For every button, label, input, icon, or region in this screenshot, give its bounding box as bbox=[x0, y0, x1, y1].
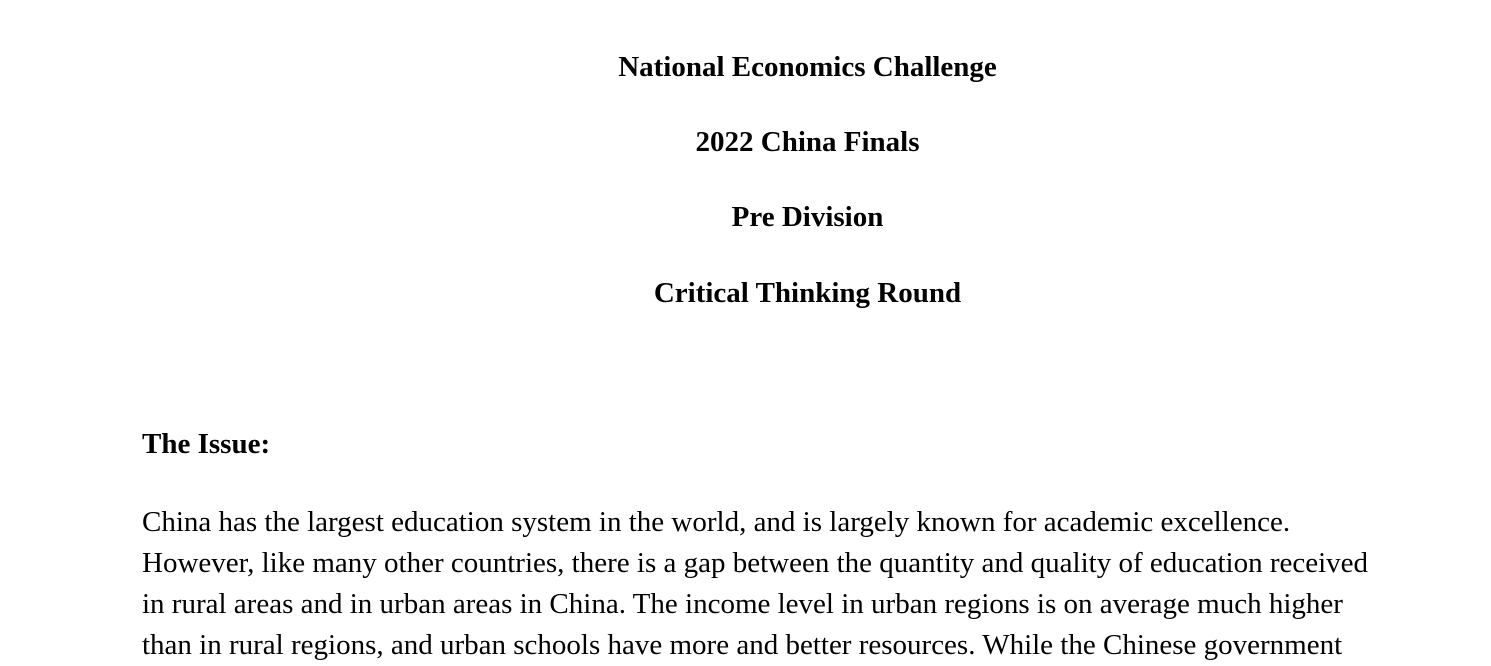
document-title: National Economics Challenge bbox=[618, 51, 997, 83]
issue-paragraph bbox=[142, 502, 1482, 666]
paragraph-line: China has the largest education system in the world, and is largely known for academic excellence. bbox=[142, 506, 1291, 538]
paragraph-line: However, like many other countries, there is a gap between the quantity and quality of education received bbox=[142, 547, 1369, 579]
document-subtitle-round: Critical Thinking Round bbox=[653, 277, 962, 309]
document-subtitle-event: 2022 China Finals bbox=[695, 126, 920, 158]
section-heading: The Issue: bbox=[142, 428, 271, 460]
document-subtitle-division: Pre Division bbox=[731, 201, 884, 233]
paragraph-line: than in rural regions, and urban schools have more and better resources. While the Chinese government bbox=[142, 629, 1343, 661]
paragraph-line: in rural areas and in urban areas in China. The income level in urban regions is on average much higher bbox=[142, 588, 1343, 620]
